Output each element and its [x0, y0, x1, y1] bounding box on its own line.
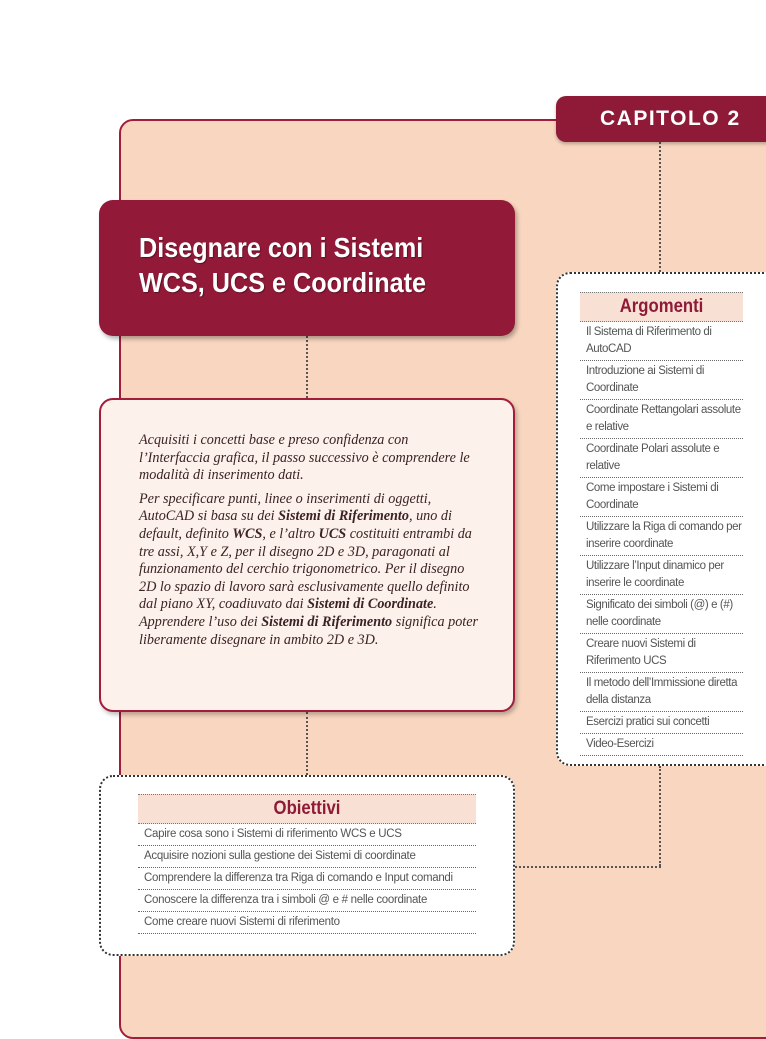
connector-line	[659, 142, 661, 272]
argomenti-item: Come impostare i Sistemi di Coordinate	[580, 478, 743, 517]
argomenti-item: Video-Esercizi	[580, 734, 743, 756]
intro-emphasis: WCS	[232, 525, 263, 542]
intro-box	[99, 398, 515, 712]
obiettivi-item: Comprendere la differenza tra Riga di comando e Input comandi	[138, 868, 476, 890]
intro-emphasis: UCS	[318, 525, 347, 542]
obiettivi-item: Acquisire nozioni sulla gestione dei Sistemi di coordinate	[138, 846, 476, 868]
obiettivi-item: Capire cosa sono i Sistemi di riferimento WCS e UCS	[138, 824, 476, 846]
argomenti-item: Utilizzare la Riga di comando per inserire coordinate	[580, 517, 743, 556]
obiettivi-heading-bar	[138, 794, 476, 824]
intro-emphasis: Sistemi di Riferimento	[261, 613, 393, 630]
intro-text-run: Per specificare punti, linee o inserimenti di oggetti, AutoCAD si basa su dei	[139, 490, 432, 525]
argomenti-list	[580, 322, 743, 756]
obiettivi-item: Come creare nuovi Sistemi di riferimento	[138, 912, 476, 934]
chapter-label: CAPITOLO 2	[600, 107, 741, 130]
intro-paragraph-2	[139, 491, 479, 649]
obiettivi-item: Conoscere la differenza tra i simboli @ e # nelle coordinate	[138, 890, 476, 912]
intro-text-run: , e l’altro	[262, 525, 319, 542]
argomenti-heading-bar	[580, 292, 743, 322]
chapter-title	[139, 230, 463, 300]
chapter-tab	[556, 96, 766, 142]
argomenti-item: Il Sistema di Riferimento di AutoCAD	[580, 322, 743, 361]
obiettivi-heading: Obiettivi	[273, 798, 341, 819]
argomenti-item: Significato dei simboli (@) e (#) nelle coordinate	[580, 595, 743, 634]
obiettivi-list	[138, 824, 476, 934]
intro-emphasis: Sistemi di Riferimento	[278, 508, 409, 525]
argomenti-item: Coordinate Polari assolute e relative	[580, 439, 743, 478]
connector-line	[515, 866, 661, 868]
argomenti-item: Coordinate Rettangolari assolute e relative	[580, 400, 743, 439]
argomenti-item: Esercizi pratici sui concetti	[580, 712, 743, 734]
intro-text-run: significa poter liberamente disegnare in ambito 2D e 3D.	[139, 613, 479, 648]
intro-emphasis: Sistemi di Coordinate	[307, 596, 434, 613]
chapter-title-box	[99, 200, 515, 336]
argomenti-heading: Argomenti	[619, 296, 704, 317]
argomenti-item: Creare nuovi Sistemi di Riferimento UCS	[580, 634, 743, 673]
chapter-title-line2: WCS, UCS e Coordinate	[139, 267, 427, 298]
chapter-title-line1: Disegnare con i Sistemi	[139, 232, 424, 263]
intro-text-run: . Apprendere l’uso dei	[139, 596, 437, 630]
intro-paragraph-1: Acquisiti i concetti base e preso confidenza con l’Interfaccia grafica, il passo successivo è comprendere le modalità di inserimento dati.	[139, 432, 470, 484]
connector-line	[306, 336, 308, 398]
argomenti-item: Introduzione ai Sistemi di Coordinate	[580, 361, 743, 400]
argomenti-item: Utilizzare l’Input dinamico per inserire le coordinate	[580, 556, 743, 595]
intro-text-run: , uno di default, definito	[139, 508, 452, 542]
intro-text	[139, 432, 479, 655]
connector-line	[306, 712, 308, 775]
intro-text-run: costituiti entrambi da tre assi, X,Y e Z, per il disegno 2D e 3D, paragonati al funzionamento del cerchio trigonometrico. Per il disegno 2D lo spazio di lavoro sarà esclusivamente quello definito dal piano XY, coadiuvato dai	[139, 525, 472, 613]
connector-line	[659, 766, 661, 866]
argomenti-item: Il metodo dell’Immissione diretta della distanza	[580, 673, 743, 712]
